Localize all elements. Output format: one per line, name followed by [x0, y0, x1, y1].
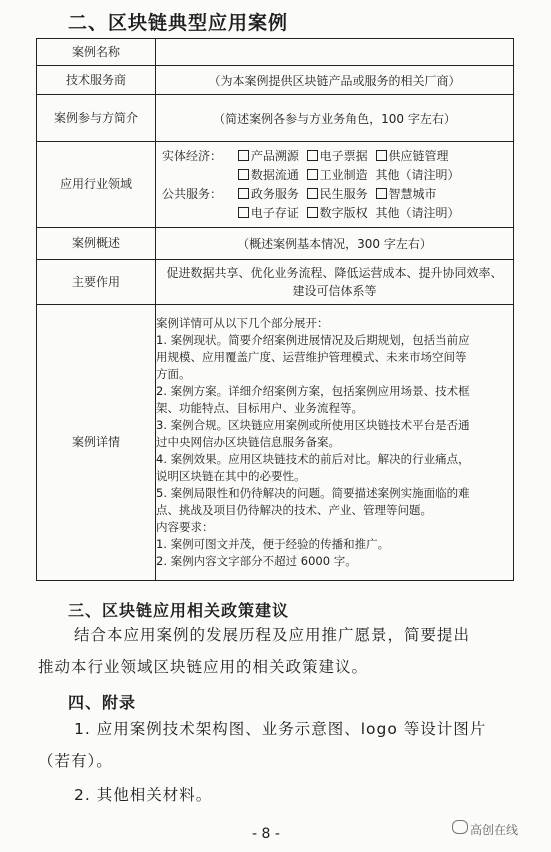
- detail-line: 4. 案例效果。应用区块链技术的前后对比。解决的行业痛点，: [156, 452, 470, 466]
- checkbox[interactable]: [376, 150, 387, 161]
- option-label: 民生服务: [319, 186, 368, 201]
- appendix-item-1-line-1: 1. 应用案例技术架构图、业务示意图、logo 等设计图片: [74, 720, 487, 738]
- section-2-heading: 二、区块链典型应用案例: [68, 12, 289, 34]
- participants-label: 案例参与方简介: [37, 95, 156, 142]
- other-specify: 其他（请注明）: [375, 205, 460, 220]
- case-table: [36, 38, 514, 581]
- appendix-item-2: 2. 其他相关材料。: [74, 786, 213, 804]
- row-detail: [37, 305, 514, 581]
- industry-options: [156, 142, 514, 228]
- chat-bubble-icon: [452, 820, 468, 834]
- checkbox[interactable]: [238, 169, 249, 180]
- row-industry: [37, 142, 514, 228]
- real-economy-row-1: [162, 147, 513, 166]
- option-label: 产品溯源: [250, 148, 299, 163]
- checkbox[interactable]: [238, 150, 249, 161]
- detail-line: 案例详情可从以下几个部分展开：: [156, 316, 329, 330]
- row-role: [37, 260, 514, 305]
- checkbox[interactable]: [307, 207, 318, 218]
- detail-line: 3. 案例合规。区块链应用案例或所使用区块链技术平台是否通: [156, 418, 470, 432]
- case-name-value: [156, 39, 514, 66]
- row-provider: [37, 66, 514, 95]
- public-service-row-2: [162, 204, 513, 223]
- checkbox[interactable]: [307, 150, 318, 161]
- option-label: 供应链管理: [388, 148, 449, 163]
- row-overview: [37, 228, 514, 260]
- checkbox[interactable]: [307, 169, 318, 180]
- row-participants: [37, 95, 514, 142]
- appendix-item-1-line-2: （若有）。: [38, 752, 113, 770]
- option-label: 智慧城市: [388, 186, 437, 201]
- provider-label: 技术服务商: [37, 66, 156, 95]
- checkbox[interactable]: [307, 188, 318, 199]
- role-label: 主要作用: [37, 260, 156, 305]
- option-label: 政务服务: [250, 186, 299, 201]
- option-label: 电子票据: [319, 148, 368, 163]
- detail-text: [156, 305, 514, 581]
- public-service-row-1: [162, 185, 513, 204]
- row-case-name: [37, 39, 514, 66]
- public-service-label: 公共服务：: [162, 186, 223, 201]
- watermark: 高创在线: [470, 823, 519, 837]
- provider-hint: （为本案例提供区块链产品或服务的相关厂商）: [156, 66, 514, 95]
- participants-hint: （简述案例各参与方业务角色，100 字左右）: [156, 95, 514, 142]
- detail-line: 点、挑战及项目仍待解决的技术、产业、管理等问题。: [156, 503, 432, 517]
- section-3-text-line-1: 结合本应用案例的发展历程及应用推广愿景，简要提出: [74, 626, 471, 644]
- option-label: 工业制造: [319, 167, 368, 182]
- detail-line: 2. 案例方案。详细介绍案例方案，包括案例应用场景、技术框: [156, 384, 470, 398]
- detail-line: 内容要求：: [156, 520, 214, 534]
- detail-line: 说明区块链在其中的必要性。: [156, 469, 306, 483]
- industry-label: 应用行业领域: [37, 142, 156, 228]
- real-economy-label: 实体经济：: [162, 148, 223, 163]
- overview-hint: （概述案例基本情况，300 字左右）: [156, 228, 514, 260]
- section-3-text-line-2: 推动本行业领域区块链应用的相关政策建议。: [38, 658, 369, 676]
- section-3-heading: 三、区块链应用相关政策建议: [68, 601, 290, 620]
- detail-line: 1. 案例现状。简要介绍案例进展情况及后期规划，包括当前应: [156, 333, 470, 347]
- case-name-label: 案例名称: [37, 39, 156, 66]
- real-economy-row-2: [162, 166, 513, 185]
- role-text-line-2: 建设可信体系等: [292, 284, 377, 298]
- overview-label: 案例概述: [37, 228, 156, 260]
- detail-line: 方面。: [156, 367, 191, 381]
- detail-line: 2. 案例内容文字部分不超过 6000 字。: [156, 554, 357, 568]
- detail-line: 用规模、应用覆盖广度、运营维护管理模式、未来市场空间等: [156, 350, 467, 364]
- checkbox[interactable]: [238, 188, 249, 199]
- role-text-line-1: 促进数据共享、优化业务流程、降低运营成本、提升协同效率、: [166, 266, 503, 280]
- section-4-heading: 四、附录: [68, 693, 137, 712]
- detail-line: 过中央网信办区块链信息服务备案。: [156, 435, 340, 449]
- role-text: [156, 260, 514, 305]
- page-number: - 8 -: [252, 826, 280, 842]
- option-label: 数据流通: [250, 167, 299, 182]
- checkbox[interactable]: [376, 188, 387, 199]
- other-specify: 其他（请注明）: [375, 167, 460, 182]
- detail-line: 1. 案例可图文并茂，便于经验的传播和推广。: [156, 537, 390, 551]
- detail-label: 案例详情: [37, 305, 156, 581]
- option-label: 电子存证: [250, 205, 299, 220]
- detail-line: 5. 案例局限性和仍待解决的问题。简要描述案例实施面临的难: [156, 486, 470, 500]
- detail-line: 架、功能特点、目标用户、业务流程等。: [156, 401, 363, 415]
- checkbox[interactable]: [238, 207, 249, 218]
- option-label: 数字版权: [319, 205, 368, 220]
